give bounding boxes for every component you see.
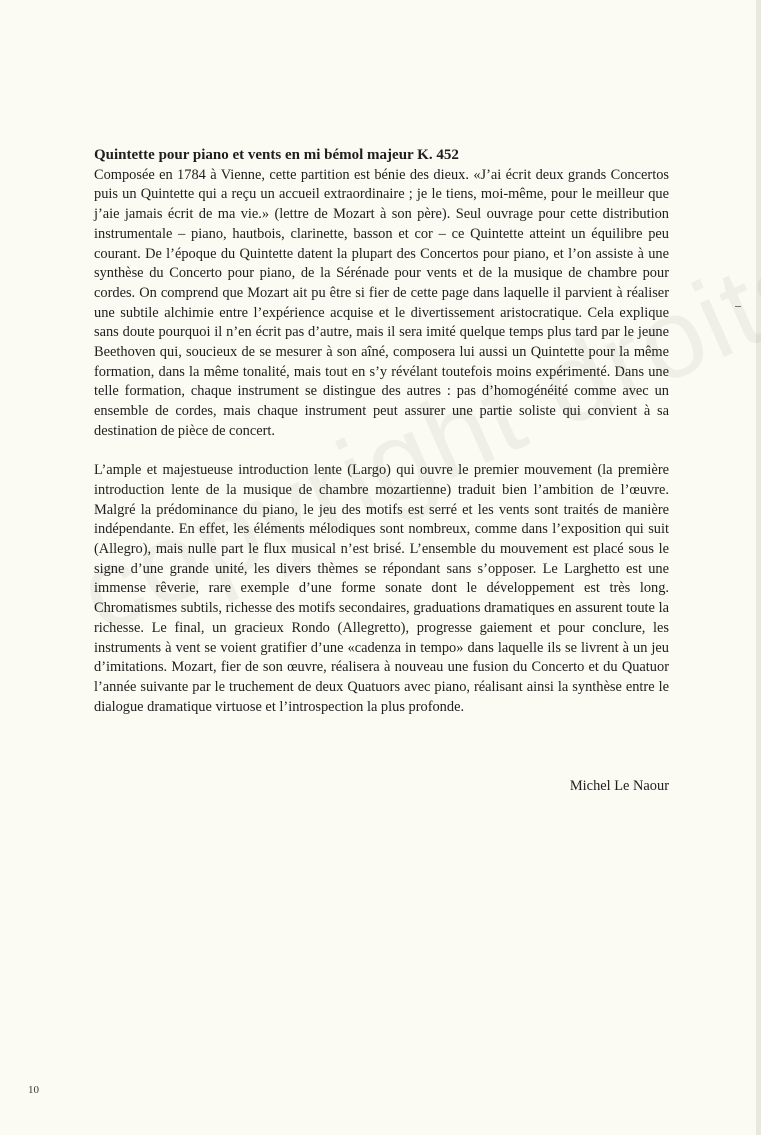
margin-mark (735, 306, 741, 307)
article-title: Quintette pour piano et vents en mi bémol majeur K. 452 (94, 147, 459, 163)
author-signature: Michel Le Naour (569, 778, 669, 794)
paragraph-1: Composée en 1784 à Vienne, cette partition est bénie des dieux. «J’ai écrit deux grands Concertos puis un Quintette qui a reçu un accueil extraordinaire ; je le tiens, moi-même, pour le meilleur que j’aie jamais écrit de ma vie.» (lettre de Mozart à son père). Seul ouvrage pour cette distribution instrumentale – piano, hautbois, clarinette, basson et cor – ce Quintette atteint un équilibre peu courant. De l’époque du Quintette datent la plupart des Concertos pour piano, et l’on assiste à une synthèse du Concerto pour piano, de la Sérénade pour vents et de la musique de chambre pour cordes. On comprend que Mozart ait pu être si fier de cette page dans laquelle il parvient à réaliser une subtile alchimie entre l’expérience acquise et le divertissement aristocratique. Cela explique sans doute pourquoi il n’en écrit pas d’autre, mais il sera imité quelque temps plus tard par le jeune Beethoven qui, soucieux de se mesurer à son aîné, composera lui aussi un Quintette pour la même formation, dans la même tonalité, mais tout en s’y révélant toutefois moins expérimenté. Dans une telle formation, chaque instrument se distingue des autres : pas d’homogénéité comme avec un ensemble de cordes, mais chaque instrument peut assurer une partie soliste qui convient à sa destination de pièce de concert. (94, 166, 669, 439)
page-edge (756, 0, 761, 1135)
article-body (94, 146, 669, 717)
paragraph-2: L’ample et majestueuse introduction lente (Largo) qui ouvre le premier mouvement (la première introduction lente de la musique de chambre mozartienne) traduit bien l’ambition de l’œuvre. Malgré la prédominance du piano, le jeu des motifs est serré et les vents sont traités de manière indépendante. En effet, les éléments mélodiques sont nombreux, comme dans l’exposition qui suit (Allegro), mais nulle part le flux musical n’est brisé. L’ensemble du mouvement est placé sous le signe d’une grande unité, les divers thèmes se répondant sans s’opposer. Le Larghetto est une immense rêverie, rare exemple d’une forme sonate dont le développement est très long. Chromatismes subtils, richesse des motifs secondaires, graduations dramatiques en assurent toute la richesse. Le final, un gracieux Rondo (Allegretto), progresse gaiement et pour conclure, les instruments à vent se voient gratifier d’une «cadenza in tempo» dans laquelle ils se livrent à un jeu d’imitations. Mozart, fier de son œuvre, réalisera à nouveau une fusion du Concerto et du Quatuor l’année suivante par le truchement de deux Quatuors avec piano, réalisant ainsi la synthèse entre le dialogue dramatique virtuose et l’introspection la plus profonde. (94, 462, 669, 715)
page-number: 10 (28, 1084, 39, 1096)
